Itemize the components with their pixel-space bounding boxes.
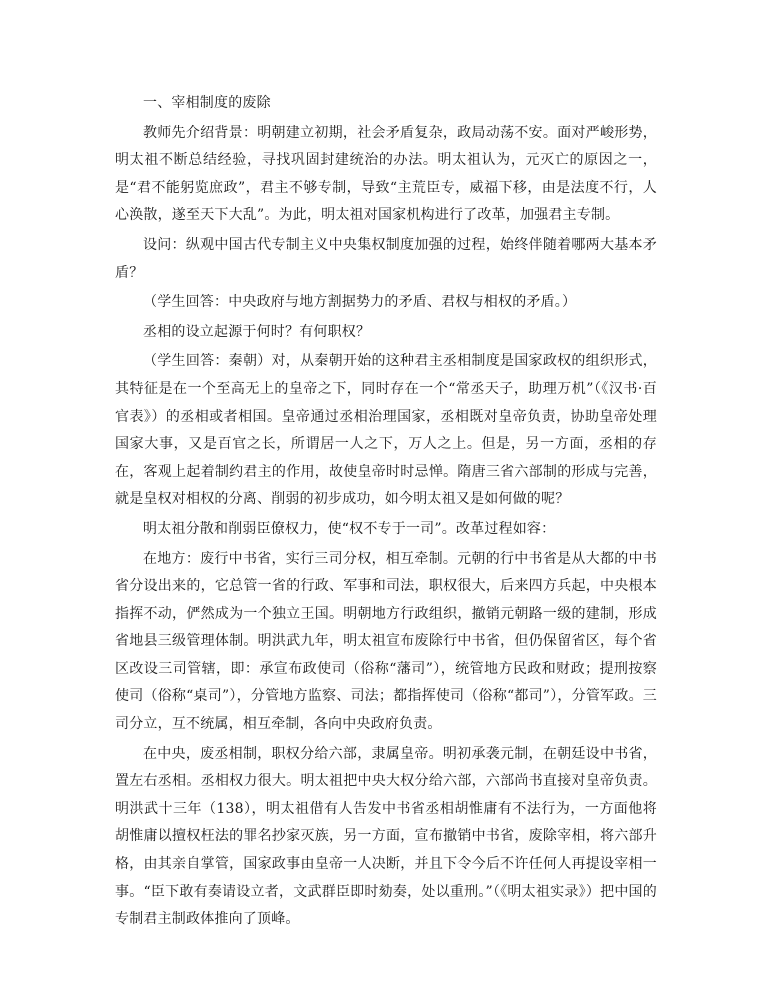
paragraph-chancellor-answer: （学生回答：秦朝）对，从秦朝开始的这种君主丞相制度是国家政权的组织形式，其特征是在一个至高无上的皇帝之下，同时存在一个“常丞天子，助理万机”（《汉书·百官表》）的丞相或者相国。皇帝通过丞相治理国家，丞相既对皇帝负责，协助皇帝处理国家大事，又是百官之长，所谓居一人之下，万人之上。但是，另一方面，丞相的存在，客观上起着制约君主的作用，故使皇帝时时忌惮。隋唐三省六部制的形成与完善，就是皇权对相权的分离、削弱的初步成功，如今明太祖又是如何做的呢？ [115, 353, 657, 508]
paragraph-reform-intro: 明太祖分散和削弱臣僚权力，使“权不专于一司”。改革过程如容： [143, 520, 556, 537]
paragraph-chancellor-question: 丞相的设立起源于何时？有何职权？ [143, 323, 371, 340]
section-heading: 一、宰相制度的废除 [143, 95, 271, 111]
document-page [115, 90, 657, 936]
paragraph-local-reform: 在地方：废行中书省，实行三司分权，相互牵制。元朝的行中书省是从大都的中书省分设出来的，它总管一省的行政、军事和司法，职权很大，后来四方兵起，中央根本指挥不动，俨然成为一个独立王国。明朝地方行政组织，撤销元朝路一级的建制，形成省地县三级管理体制。明洪武九年，明太祖宣布废除行中书省，但仍保留省区，每个省区改设三司管辖，即：承宣布政使司（俗称“藩司”），统管地方民政和财政；提刑按察使司（俗称“桌司”），分管地方监察、司法；都指挥使司（俗称“都司”），分管军政。三司分立，互不统属，相互牵制，各向中央政府负责。 [115, 550, 657, 733]
paragraph-central-reform: 在中央，废丞相制，职权分给六部，隶属皇帝。明初承袭元制，在朝廷设中书省，置左右丞相。丞相权力很大。明太祖把中央大权分给六部，六部尚书直接对皇帝负责。明洪武十三年（138），明太祖借有人告发中书省丞相胡惟庸有不法行为，一方面他将胡惟庸以擅权枉法的罪名抄家灭族，另一方面，宣布撤销中书省，废除宰相，将六部升格，由其亲自掌管，国家政事由皇帝一人决断，并且下令今后不许任何人再提设宰相一事。“臣下敢有奏请设立者，文武群臣即时劾奏，处以重刑。”（《明太祖实录》）把中国的专制君主制政体推向了顶峰。 [115, 745, 657, 928]
paragraph-background: 教师先介绍背景：明朝建立初期，社会矛盾复杂，政局动荡不安。面对严峻形势，明太祖不断总结经验，寻找巩固封建统治的办法。明太祖认为，元灭亡的原因之一，是“君不能躬览庶政”，君主不够专制，导致“主荒臣专，威福下移，由是法度不行，人心涣散，遂至天下大乱”。为此，明太祖对国家机构进行了改革，加强君主专制。 [115, 124, 657, 224]
paragraph-question: 设问：纵观中国古代专制主义中央集权制度加强的过程，始终伴随着哪两大基本矛盾？ [115, 236, 657, 281]
paragraph-student-answer: （学生回答：中央政府与地方割据势力的矛盾、君权与相权的矛盾。） [143, 294, 577, 311]
